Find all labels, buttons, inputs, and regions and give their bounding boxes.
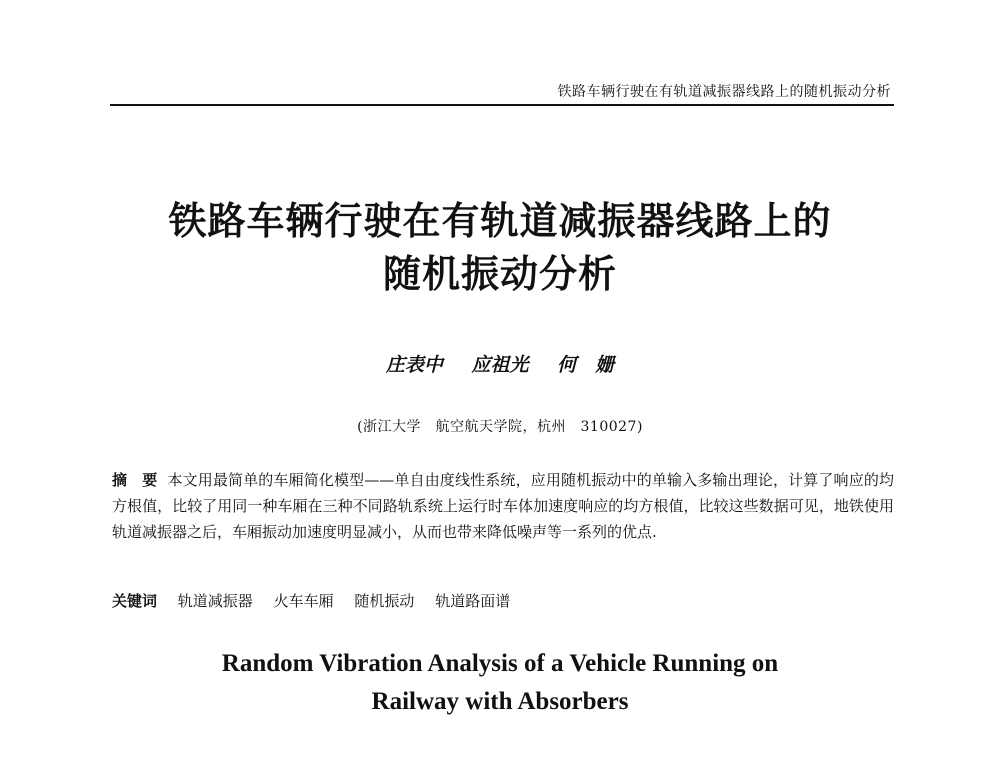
keywords [112, 590, 894, 611]
abstract-text: 本文用最简单的车厢简化模型——单自由度线性系统，应用随机振动中的单输入多输出理论，计算了响应的均方根值，比较了用同一种车厢在三种不同路轨系统上运行时车体加速度响应的均方根值，比较这些数据可见，地铁使用轨道减振器之后，车厢振动加速度明显减小，从而也带来降低噪声等一系列的优点. [112, 471, 894, 541]
abstract [112, 467, 894, 545]
author-name: 庄表中 [385, 354, 443, 376]
keyword: 轨道减振器 [177, 592, 253, 610]
chinese-title-line-2: 随机振动分析 [382, 251, 617, 296]
author-name: 应祖光 [471, 354, 529, 376]
affiliation: (浙江大学 航空航天学院，杭州 310027) [357, 419, 643, 435]
chinese-title-line-1: 铁路车辆行驶在有轨道减振器线路上的 [168, 198, 832, 243]
running-head: 铁路车辆行驶在有轨道减振器线路上的随机振动分析 [557, 84, 891, 100]
author-list [100, 350, 900, 377]
english-title-line-2: Railway with Absorbers [371, 688, 629, 715]
author-name: 何 姗 [557, 354, 615, 376]
keywords-label: 关键词 [112, 592, 158, 610]
keyword: 火车车厢 [273, 592, 334, 610]
header-rule [110, 104, 894, 106]
keyword: 随机振动 [354, 592, 415, 610]
keyword: 轨道路面谱 [435, 592, 511, 610]
english-title-line-1: Random Vibration Analysis of a Vehicle Running on [221, 650, 779, 677]
abstract-label: 摘 要 [112, 471, 158, 489]
